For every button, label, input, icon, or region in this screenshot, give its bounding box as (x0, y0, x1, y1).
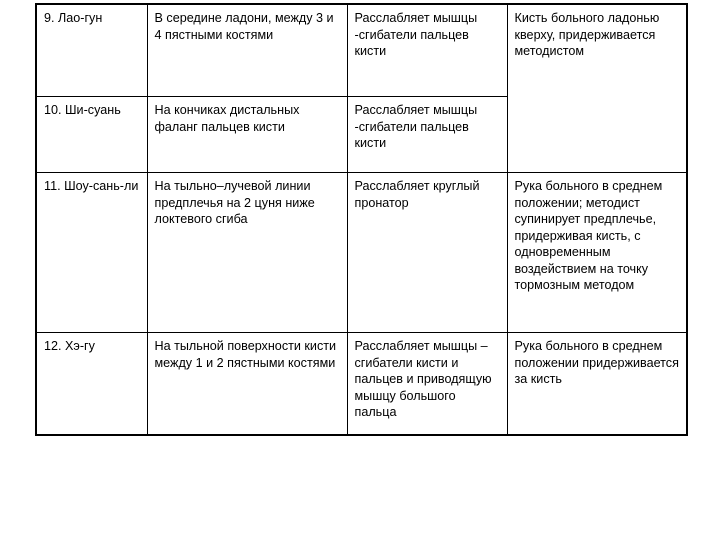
table-row (36, 173, 687, 333)
position-cell: Рука больного в среднем положении; методист супинирует предплечье, придерживая кисть, с одновременным воздействием на точку тормозным методом (507, 173, 687, 333)
location-cell: На тыльно–лучевой линии предплечья на 2 цуня ниже локтевого сгиба (147, 173, 347, 333)
point-name-cell: 12. Хэ-гу (36, 333, 147, 436)
effect-cell: Расслабляет круглый пронатор (347, 173, 507, 333)
effect-cell: Расслабляет мышцы -сгибатели пальцев кисти (347, 4, 507, 97)
acupressure-points-table (35, 3, 688, 436)
effect-cell: Расслабляет мышцы -сгибатели пальцев кисти (347, 97, 507, 173)
table-row (36, 4, 687, 97)
point-name-cell: 10. Ши-суань (36, 97, 147, 173)
point-name-cell: 11. Шоу-сань-ли (36, 173, 147, 333)
position-cell: Рука больного в среднем положении придерживается за кисть (507, 333, 687, 436)
effect-cell: Расслабляет мышцы – сгибатели кисти и пальцев и приводящую мышцу большого пальца (347, 333, 507, 436)
location-cell: На тыльной поверхности кисти между 1 и 2 пястными костями (147, 333, 347, 436)
location-cell: На кончиках дистальных фаланг пальцев кисти (147, 97, 347, 173)
table-row (36, 333, 687, 436)
location-cell: В середине ладони, между 3 и 4 пястными костями (147, 4, 347, 97)
point-name-cell: 9. Лао-гун (36, 4, 147, 97)
position-cell: Кисть больного ладонью кверху, придерживается методистом (507, 4, 687, 173)
